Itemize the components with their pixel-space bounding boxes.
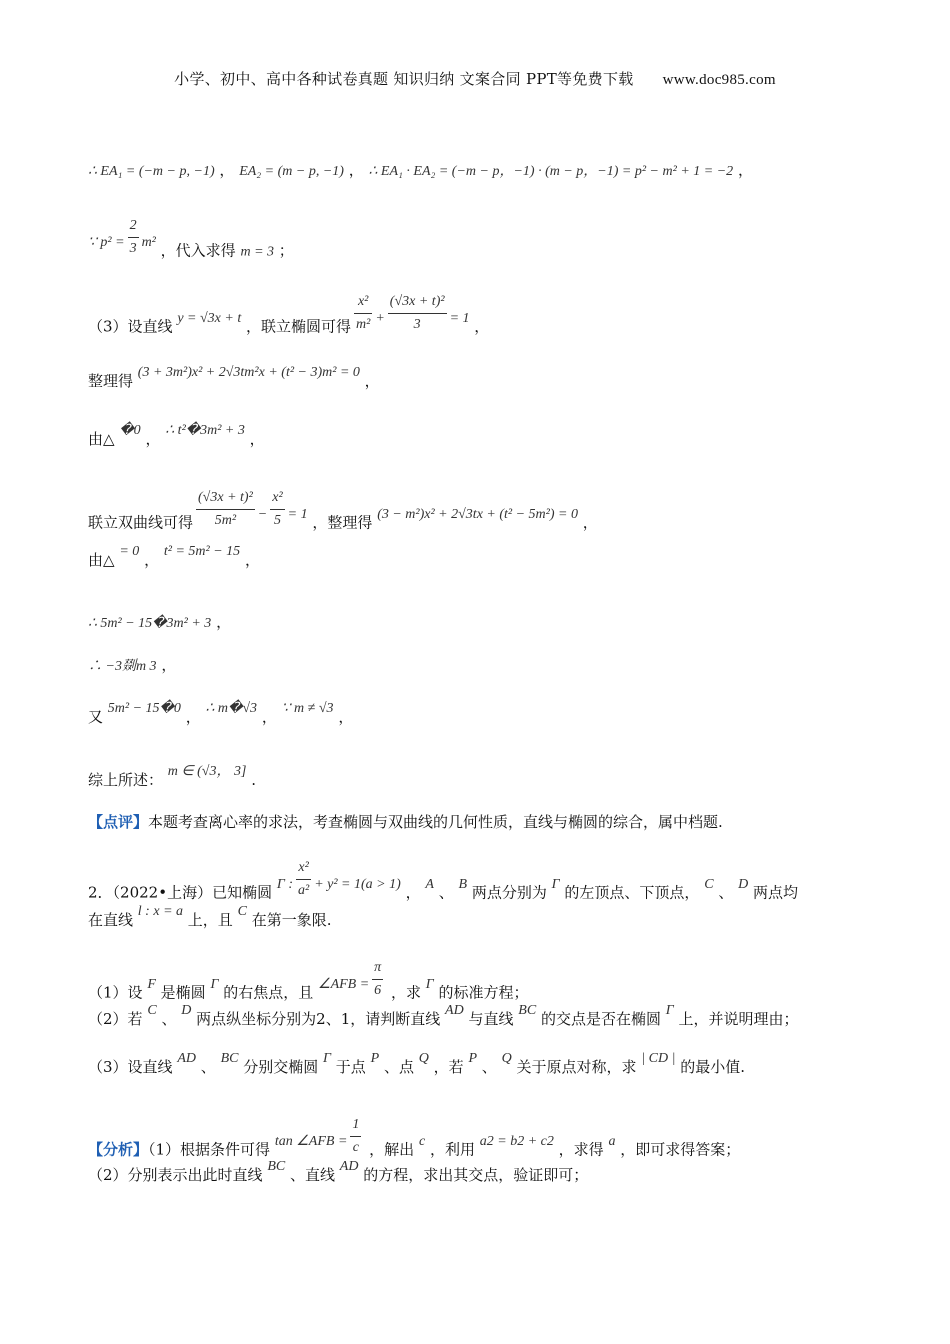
text: （2）若	[88, 1010, 143, 1028]
text: 的右焦点，且	[223, 983, 314, 1002]
text: ，	[474, 317, 490, 336]
math-expression: y = √3x + t	[177, 310, 242, 326]
text: 整理得	[88, 372, 134, 390]
text: ，利用	[429, 1140, 475, 1159]
fraction-numerator: x²	[354, 292, 372, 314]
solution-line-6	[88, 490, 598, 545]
page-header	[0, 68, 950, 89]
math-symbol: AD	[445, 1003, 464, 1018]
fraction	[296, 858, 311, 901]
text: ，	[582, 513, 598, 532]
text: 、点	[383, 1058, 414, 1076]
analysis-line-2	[88, 1159, 589, 1187]
text: 分别交椭圆	[243, 1058, 319, 1076]
text: （2）分别表示出此时直线	[88, 1166, 263, 1184]
text: 、直线	[290, 1166, 336, 1184]
text: 的方程，求出其交点，验证即可；	[363, 1166, 589, 1184]
math-symbol: P	[468, 1051, 477, 1066]
fraction-numerator: 1	[350, 1115, 361, 1137]
math-expression: Γ :	[276, 876, 293, 892]
math-symbol: Γ	[425, 976, 434, 992]
math-expression: ∴ EA₁ · EA₂ = (−m − p，−1) · (m − p，−1) = p² − m² + 1 = −2	[368, 164, 734, 179]
solution-line-11	[88, 764, 256, 792]
text: 、	[718, 883, 734, 902]
text: 本题考查离心率的求法，考查椭圆与双曲线的几何性质，直线与椭圆的综合，属中档题.	[148, 813, 723, 831]
math-expression: EA₂ = (m − p, −1)	[239, 164, 344, 179]
text: （1）根据条件可得	[148, 1140, 271, 1159]
text: ，	[216, 613, 232, 631]
math-expression: ∴ t²�3m² + 3	[165, 423, 245, 438]
text: 于点	[335, 1058, 366, 1076]
text: 、	[438, 883, 454, 902]
math-expression: ∵ m ≠ √3	[281, 701, 334, 716]
fraction	[196, 488, 255, 531]
text: ，	[219, 161, 235, 179]
math-symbol: BC	[518, 1003, 537, 1018]
math-expression: = 1	[449, 310, 470, 326]
solution-line-10	[88, 701, 354, 729]
problem-2-line-1	[88, 860, 799, 915]
text: 由△	[88, 551, 115, 569]
problem-2-part-2	[88, 1003, 799, 1031]
math-expression: m = 3	[240, 244, 275, 260]
math-symbol: Γ	[323, 1051, 332, 1066]
math-symbol: C	[147, 1003, 157, 1018]
text: ，	[338, 708, 354, 726]
fraction-numerator: 2	[128, 216, 139, 238]
math-operator: +	[375, 310, 385, 326]
text: 2．（2022•上海）已知椭圆	[88, 883, 273, 902]
solution-line-9	[88, 655, 176, 677]
math-symbol: Q	[418, 1051, 429, 1066]
math-symbol: B	[458, 876, 468, 892]
fraction	[350, 1115, 361, 1158]
solution-line-3	[88, 294, 490, 349]
text: 的左顶点、下顶点，	[564, 883, 700, 902]
text: 的标准方程；	[438, 983, 529, 1002]
text: 的交点是否在椭圆	[540, 1010, 661, 1028]
math-expression: = 1	[287, 506, 308, 522]
text: ；	[278, 241, 294, 260]
fraction-denominator: 6	[374, 983, 382, 998]
math-expression: (3 − m²)x² + 2√3tx + (t² − 5m²) = 0	[377, 506, 578, 522]
text: 、	[161, 1010, 177, 1028]
fraction	[372, 958, 383, 1001]
text: ，	[348, 161, 364, 179]
text: 的最小值.	[680, 1058, 745, 1076]
text: 是椭圆	[160, 983, 206, 1002]
text: 与直线	[468, 1010, 514, 1028]
math-symbol: BC	[267, 1159, 286, 1174]
math-symbol: D	[738, 876, 749, 892]
math-symbol: AD	[177, 1051, 196, 1066]
math-symbol: BC	[220, 1051, 239, 1066]
solution-line-8	[88, 612, 231, 634]
fraction-denominator: 3	[413, 317, 421, 332]
math-expression: ∴ 5m² − 15�3m² + 3	[88, 616, 212, 631]
text: 上，且	[187, 911, 233, 929]
math-symbol: Q	[501, 1051, 512, 1066]
math-symbol: c	[418, 1133, 426, 1149]
math-expression: tan ∠AFB =	[274, 1133, 348, 1149]
math-symbol: D	[181, 1003, 192, 1018]
math-expression: ∴ m�√3	[205, 701, 258, 716]
math-expression: = 0	[119, 544, 140, 559]
fraction-numerator: x²	[296, 858, 311, 880]
math-symbol: Γ	[551, 876, 560, 892]
text: 上，并说明理由；	[678, 1010, 799, 1028]
text: ，	[249, 430, 265, 448]
fraction	[354, 292, 372, 335]
fraction-numerator: (√3x + t)²	[388, 292, 447, 314]
comment-line	[88, 812, 723, 832]
text: ，若	[433, 1058, 464, 1076]
comment-tag: 【点评】	[88, 813, 149, 831]
math-expression: m²	[141, 234, 156, 250]
text: （3）设直线	[88, 317, 173, 336]
math-expression: �0	[119, 423, 141, 438]
problem-2-line-2	[88, 904, 332, 932]
math-symbol: C	[237, 904, 247, 919]
fraction-denominator: m²	[356, 317, 371, 332]
text: ，	[144, 551, 160, 569]
math-operator: −	[257, 506, 268, 522]
text: 、	[200, 1058, 216, 1076]
fraction-denominator: 5	[273, 513, 281, 528]
text: ，	[364, 372, 380, 390]
text: 、	[481, 1058, 497, 1076]
text: ，	[405, 883, 421, 902]
solution-line-5	[88, 423, 265, 451]
text: 综上所述：	[88, 771, 164, 789]
fraction	[270, 488, 284, 531]
math-expression: l : x = a	[137, 904, 184, 919]
problem-2-part-3	[88, 1051, 745, 1079]
text: ，整理得	[312, 513, 373, 532]
fraction-numerator: (√3x + t)²	[196, 488, 255, 510]
math-expression: + y² = 1(a > 1)	[314, 876, 401, 892]
fraction-denominator: 5m²	[214, 513, 237, 528]
math-symbol: A	[425, 876, 434, 892]
math-expression: ∴ −3剟m 3	[88, 659, 157, 674]
math-symbol: Γ	[665, 1003, 674, 1018]
fraction-denominator: a²	[298, 883, 310, 898]
header-text: 小学、初中、高中各种试卷真题 知识归纳 文案合同 PPT等免费下载	[174, 70, 634, 88]
math-expression: m ∈ (√3， 3]	[167, 764, 247, 779]
solution-line-2	[88, 218, 294, 273]
text: ，	[244, 551, 260, 569]
header-url[interactable]: www.doc985.com	[662, 72, 776, 88]
solution-line-4	[88, 365, 380, 393]
text: 两点纵坐标分别为2、1，请判断直线	[196, 1010, 441, 1028]
text: ，	[261, 708, 277, 726]
math-expression: a2 = b2 + c2	[479, 1133, 554, 1149]
text: ，即可求得答案；	[620, 1140, 741, 1159]
math-expression: t² = 5m² − 15	[163, 544, 241, 559]
math-expression: ∴ EA₁ = (−m − p, −1)	[88, 164, 215, 179]
fraction	[388, 292, 447, 335]
text: 两点分别为	[471, 883, 547, 902]
text: ，代入求得	[160, 241, 236, 260]
text: ，解出	[369, 1140, 415, 1159]
fraction-denominator: c	[352, 1140, 359, 1155]
text: ，求得	[558, 1140, 604, 1159]
text: .	[251, 771, 256, 789]
fraction-numerator: x²	[270, 488, 284, 510]
text: 在直线	[88, 911, 134, 929]
math-expression: | CD |	[641, 1051, 676, 1066]
solution-line-7	[88, 544, 260, 572]
math-symbol: F	[147, 976, 156, 992]
math-expression: (3 + 3m²)x² + 2√3tm²x + (t² − 3)m² = 0	[137, 365, 360, 380]
text: 关于原点对称，求	[516, 1058, 637, 1076]
analysis-tag: 【分析】	[88, 1140, 149, 1159]
math-symbol: AD	[339, 1159, 359, 1174]
text: 由△	[88, 430, 115, 448]
text: 在第一象限.	[251, 911, 332, 929]
fraction-numerator: π	[372, 958, 383, 980]
fraction-denominator: 3	[129, 241, 137, 256]
math-symbol: a	[608, 1133, 616, 1149]
text: 两点均	[753, 883, 799, 902]
text: ，求	[390, 983, 421, 1002]
text: ，联立椭圆可得	[246, 317, 352, 336]
text: 又	[88, 708, 104, 726]
text: 联立双曲线可得	[88, 513, 194, 532]
text: ，	[185, 708, 201, 726]
text: ，	[145, 430, 161, 448]
text: ，	[737, 161, 753, 179]
text: （1）设	[88, 983, 143, 1002]
math-expression: 5m² − 15�0	[107, 701, 181, 716]
text: （3）设直线	[88, 1058, 173, 1076]
math-symbol: C	[704, 876, 714, 892]
solution-line-1	[88, 160, 753, 182]
math-expression: ∵ p² =	[88, 234, 125, 250]
math-expression: ∠AFB =	[318, 976, 370, 992]
text: ，	[161, 656, 177, 674]
math-symbol: P	[370, 1051, 380, 1066]
fraction	[128, 216, 139, 259]
math-symbol: Γ	[210, 976, 219, 992]
